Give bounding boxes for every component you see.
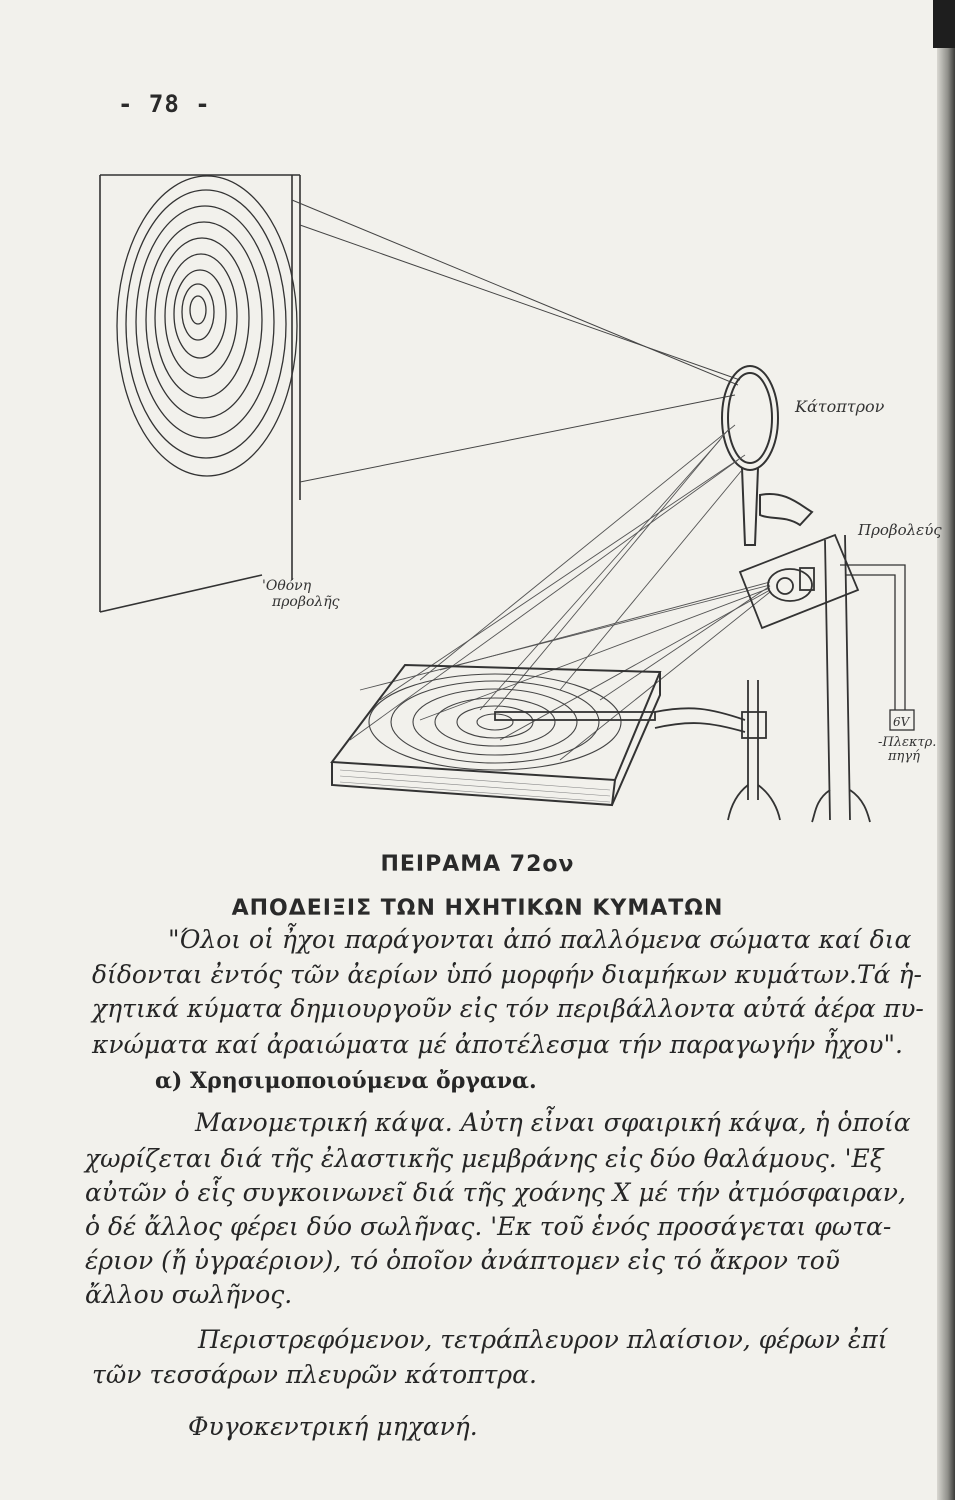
body-line-3: χητικά κύματα δημιουργοῦν εἰς τόν περιβάλλοντα αὐτά ἀέρα πυ- — [92, 994, 924, 1023]
body-line-6: χωρίζεται διά τῆς ἐλαστικῆς μεμβράνης εἰς δύο θαλάμους. 'Εξ — [85, 1144, 884, 1173]
body-line-4: κνώματα καί ἀραιώματα μέ ἀποτέλεσμα τήν παραγωγήν ἦχου". — [92, 1030, 903, 1059]
experiment-title: ΠΕΙΡΑΜΑ 72ον — [380, 852, 575, 877]
screen-wave-rings — [117, 176, 297, 476]
wave-tray — [332, 665, 660, 805]
body-line-7: αὐτῶν ὁ εἷς συγκοινωνεῖ διά τῆς χοάνης Χ μέ τήν ἀτμόσφαιραν, — [85, 1178, 906, 1207]
body-line-10: ἄλλου σωλῆνος. — [85, 1280, 293, 1309]
power-wires — [840, 565, 914, 730]
body-line-12: τῶν τεσσάρων πλευρῶν κάτοπτρα. — [92, 1360, 537, 1389]
body-line-9: έριον (ἤ ὑγραέριον), τό ὁποῖον ἀνάπτομεν εἰς τό ἄκρον τοῦ — [85, 1246, 841, 1275]
body-line-13: Φυγοκεντρική μηχανή. — [188, 1412, 478, 1441]
projector-label: Προβολεύς — [858, 521, 942, 539]
screen-label-line1: 'Οθόνη — [262, 578, 312, 594]
screen-label-line2: προβολῆς — [272, 594, 340, 610]
projector-rays — [360, 582, 770, 760]
body-line-8: ὁ δέ ἄλλος φέρει δύο σωλῆνας. 'Εκ τοῦ ἑνός προσάγεται φωτα- — [85, 1212, 892, 1241]
body-line-5: Μανομετρική κάψα. Αὐτη εἶναι σφαιρική κάψα, ἡ ὁποία — [195, 1108, 911, 1137]
tray-hatching — [340, 770, 610, 802]
body-line-2: δίδονται ἐντός τῶν ἀερίων ὑπό μορφήν διαμήκων κυμάτων.Τά ἡ- — [92, 960, 922, 989]
reflected-rays — [350, 425, 745, 740]
projection-rays — [292, 200, 740, 482]
mirror-label: Κάτοπτρον — [795, 397, 885, 416]
battery-label: 6V — [893, 715, 910, 729]
section-heading-a: α) Χρησιμοποιούμενα ὄργανα. — [155, 1068, 537, 1094]
experiment-subtitle: ΑΠΟΔΕΙΞΙΣ ΤΩΝ ΗΧΗΤΙΚΩΝ ΚΥΜΑΤΩΝ — [231, 896, 724, 921]
body-line-11: Περιστρεφόμενον, τετράπλευρον πλαίσιον, φέρων ἐπί — [198, 1325, 888, 1354]
projector — [740, 535, 870, 822]
source-label-line1: -Πλεκτρ. — [878, 735, 937, 750]
mirror — [722, 366, 812, 545]
body-line-1: "Όλοι οἱ ἦχοι παράγονται ἀπό παλλόμενα σώματα καί δια — [168, 925, 912, 954]
projection-screen — [100, 175, 300, 612]
page-number: - 78 - — [118, 90, 211, 118]
tray-wave-rings — [369, 674, 621, 770]
source-label-line2: πηγή — [888, 749, 920, 764]
